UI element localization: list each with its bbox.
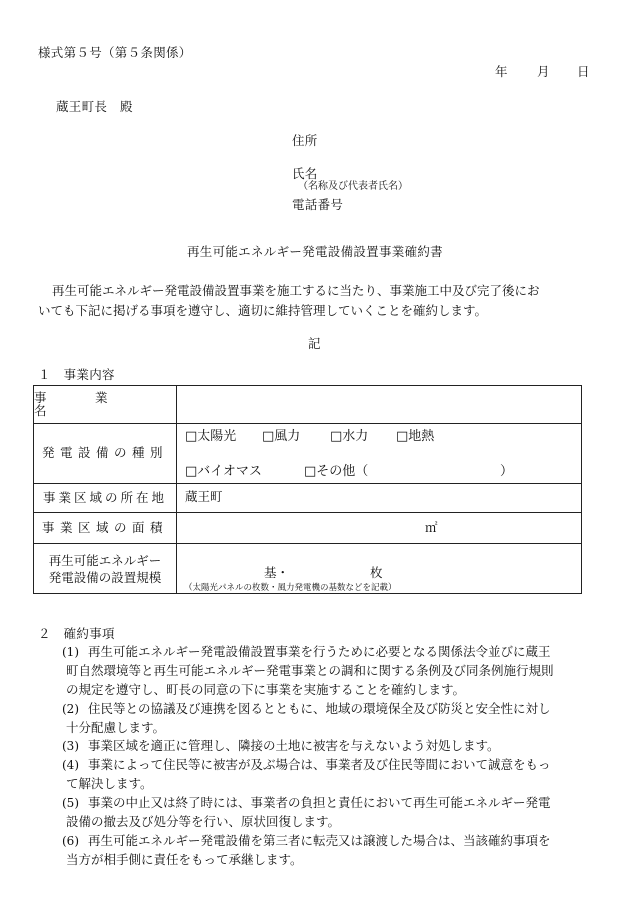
intro-line-2: いても下記に掲げる事項を遵守し、適切に維持管理していくことを確約します。 (38, 303, 488, 318)
commitment-number: (1) (62, 645, 79, 659)
commitment-text-line: の規定を遵守し、町長の同意の下に事業を実施することを確約します。 (66, 682, 466, 697)
scale-label-line-2: 発電設備の設置規模 (48, 570, 162, 585)
checkbox-wind[interactable]: □風力 (262, 429, 301, 444)
commitment-text-line: 事業区域を適正に管理し、隣接の土地に被害を与えないよう対処します。 (88, 738, 500, 753)
label-text: 発電設備の種別 (41, 445, 168, 461)
name-note: （名称及び代表者氏名） (298, 181, 408, 192)
checkbox-solar[interactable]: □太陽光 (185, 429, 237, 444)
form-number: 様式第５号（第５条関係） (38, 45, 192, 60)
commitment-text-line: 再生可能エネルギー発電設備を第三者に転売又は譲渡した場合は、当該確約事項を (88, 833, 551, 848)
date-year-label: 年 (495, 64, 508, 79)
phone-label: 電話番号 (292, 197, 344, 212)
commitment-number: (2) (62, 702, 79, 716)
label-text: 事 業 名 (34, 390, 157, 418)
business-name-field[interactable] (177, 386, 581, 423)
commitment-text-line: 事業によって住民等に被害が及ぶ場合は、事業者及び住民等間において誠意をもっ (88, 757, 551, 772)
checkbox-biomass[interactable]: □バイオマス (185, 464, 262, 479)
commitment-text-line: 住民等との協議及び連携を図るとともに、地域の環境保全及び防災と安全性に対し (88, 701, 551, 716)
commitment-number: (3) (62, 739, 79, 753)
scale-label-line-1: 再生可能エネルギー (48, 553, 162, 568)
scale-unit-units: 基・ (264, 565, 290, 580)
commitment-text-line: 当方が相手側に責任をもって承継します。 (66, 852, 303, 867)
section1-heading: １ 事業内容 (38, 367, 115, 382)
commitment-number: (5) (62, 796, 79, 810)
row-area-label (34, 513, 176, 543)
commitment-text-line: 再生可能エネルギー発電設備設置事業を行うために必要となる関係法令並びに蔵王 (88, 644, 551, 659)
commitment-text-line: 十分配慮します。 (66, 720, 166, 735)
scale-label-block (49, 552, 162, 586)
document-title: 再生可能エネルギー発電設備設置事業確約書 (186, 244, 443, 259)
checkbox-hydro[interactable]: □水力 (330, 429, 369, 444)
checkbox-other[interactable]: □その他（ (304, 464, 369, 479)
date-month-label: 月 (537, 64, 550, 79)
address-label: 住所 (292, 133, 318, 148)
other-close-paren: ） (500, 464, 514, 479)
name-label: 氏名 (292, 166, 318, 181)
label-text: 事業区域の所在地 (42, 489, 167, 505)
commitment-number: (6) (62, 834, 79, 848)
area-unit: ㎡ (425, 520, 438, 535)
row-equipment-type-label (34, 424, 176, 483)
section2-heading: ２ 確約事項 (38, 626, 115, 641)
ki-heading: 記 (308, 336, 321, 351)
commitment-text-line: 町自然環境等と再生可能エネルギー発電事業との調和に関する条例及び同条例施行規則 (66, 663, 554, 678)
commitment-number: (4) (62, 758, 79, 772)
commitment-text-line: 設備の撤去及び処分等を行い、原状回復します。 (66, 814, 341, 829)
business-content-table (33, 385, 582, 594)
intro-paragraph (38, 281, 588, 321)
date-day-label: 日 (577, 64, 590, 79)
scale-unit-panels: 枚 (370, 565, 383, 580)
row-business-name-label (34, 386, 176, 423)
checkbox-geothermal[interactable]: □地熱 (396, 429, 435, 444)
commitment-text-line: て解決します。 (66, 776, 153, 791)
commitment-text-line: 事業の中止又は終了時には、事業者の負担と責任において再生可能エネルギー発電 (88, 795, 551, 810)
scale-note: （太陽光パネルの枚数・風力発電機の基数などを記載） (184, 583, 397, 593)
location-value: 蔵王町 (185, 489, 223, 504)
row-location-label (34, 484, 176, 512)
row-scale-label (34, 544, 176, 594)
intro-line-1: 再生可能エネルギー発電設備設置事業を施工するに当たり、事業施工中及び完了後にお (52, 283, 540, 298)
addressee: 蔵王町長 殿 (56, 99, 133, 114)
label-text: 事業区域の面積 (41, 519, 168, 535)
